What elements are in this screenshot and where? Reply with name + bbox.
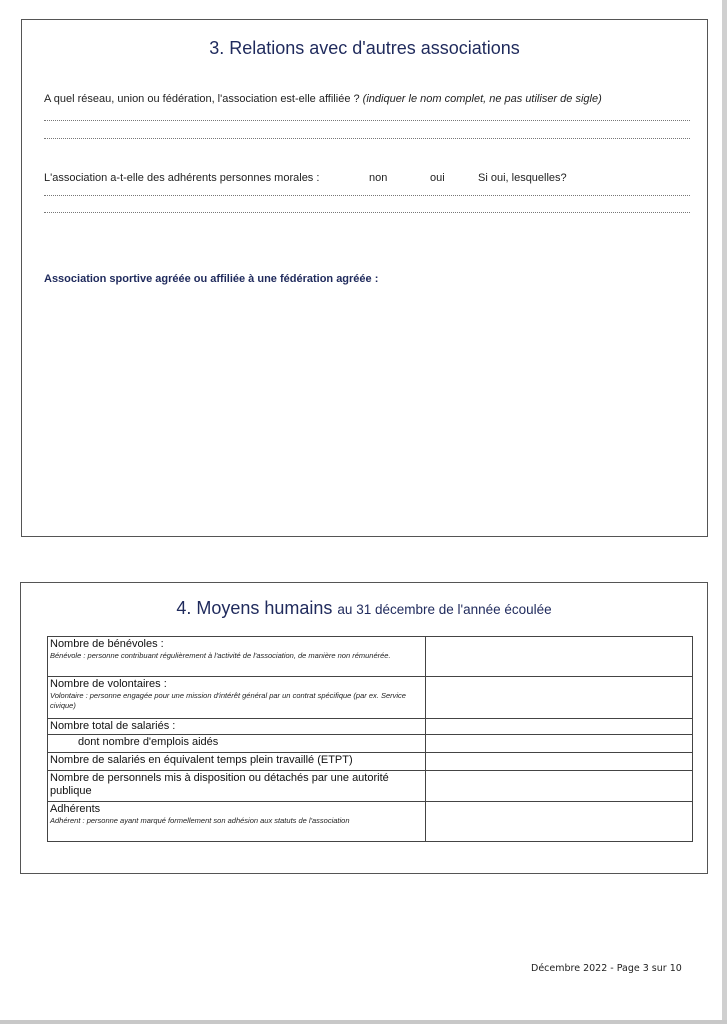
affiliation-question-text: A quel réseau, union ou fédération, l'association est-elle affiliée ?: [44, 93, 360, 105]
row-label-cell: [48, 802, 426, 842]
table-row: [48, 677, 693, 719]
section-title-sub: au 31 décembre de l'année écoulée: [337, 602, 552, 617]
members-question: L'association a-t-elle des adhérents personnes morales :: [44, 172, 320, 184]
table-row: [48, 735, 693, 753]
row-label-cell: [48, 637, 426, 677]
page-footer: Décembre 2022 - Page 3 sur 10: [531, 963, 682, 974]
section-title-main: 4. Moyens humains: [176, 598, 333, 618]
affiliation-answer-line-2[interactable]: [44, 138, 690, 139]
row-note: Adhérent : personne ayant marqué formellement son adhésion aux statuts de l'association: [50, 816, 350, 825]
etpt-input[interactable]: [426, 753, 693, 771]
table-row: [48, 802, 693, 842]
row-note: Volontaire : personne engagée pour une mission d'intérêt général par un contrat spécifique (par ex. Service civique): [50, 691, 406, 710]
if-yes-label: Si oui, lesquelles?: [478, 172, 567, 184]
row-label: Nombre de personnels mis à disposition ou détachés par une autorité publique: [50, 772, 389, 797]
section-human-resources: [20, 582, 708, 874]
section-relations: [21, 19, 708, 537]
row-label-cell: [48, 753, 426, 771]
option-oui[interactable]: oui: [430, 172, 445, 184]
affiliation-question: [44, 93, 602, 105]
horizontal-scrollbar[interactable]: [0, 1020, 727, 1024]
row-label: Nombre total de salariés :: [50, 720, 176, 732]
personnels-detaches-input[interactable]: [426, 771, 693, 802]
section-title: [21, 598, 707, 619]
emplois-aides-input[interactable]: [426, 735, 693, 753]
table-row: [48, 753, 693, 771]
members-answer-line-2[interactable]: [44, 212, 690, 213]
human-resources-table: [47, 636, 693, 842]
row-label: dont nombre d'emplois aidés: [78, 736, 219, 748]
row-label: Adhérents: [50, 803, 101, 815]
benevoles-input[interactable]: [426, 637, 693, 677]
members-answer-line-1[interactable]: [44, 195, 690, 196]
table-row: [48, 719, 693, 735]
adherents-input[interactable]: [426, 802, 693, 842]
table-row: [48, 637, 693, 677]
row-label: Nombre de bénévoles :: [50, 638, 164, 650]
vertical-scrollbar[interactable]: [722, 0, 727, 1024]
row-label-cell: [48, 719, 426, 735]
volontaires-input[interactable]: [426, 677, 693, 719]
row-label-cell: [48, 735, 426, 753]
salaries-input[interactable]: [426, 719, 693, 735]
table-row: [48, 771, 693, 802]
row-label: Nombre de volontaires :: [50, 678, 167, 690]
sport-question: Association sportive agréée ou affiliée à une fédération agréée :: [44, 273, 379, 285]
affiliation-answer-line-1[interactable]: [44, 120, 690, 121]
affiliation-hint: (indiquer le nom complet, ne pas utiliser de sigle): [362, 93, 602, 105]
row-label-cell: [48, 677, 426, 719]
row-note: Bénévole : personne contribuant régulièrement à l'activité de l'association, de manière non rémunérée.: [50, 651, 391, 660]
option-non[interactable]: non: [369, 172, 388, 184]
row-label: Nombre de salariés en équivalent temps plein travaillé (ETPT): [50, 754, 353, 766]
section-title: 3. Relations avec d'autres associations: [209, 38, 520, 58]
row-label-cell: [48, 771, 426, 802]
